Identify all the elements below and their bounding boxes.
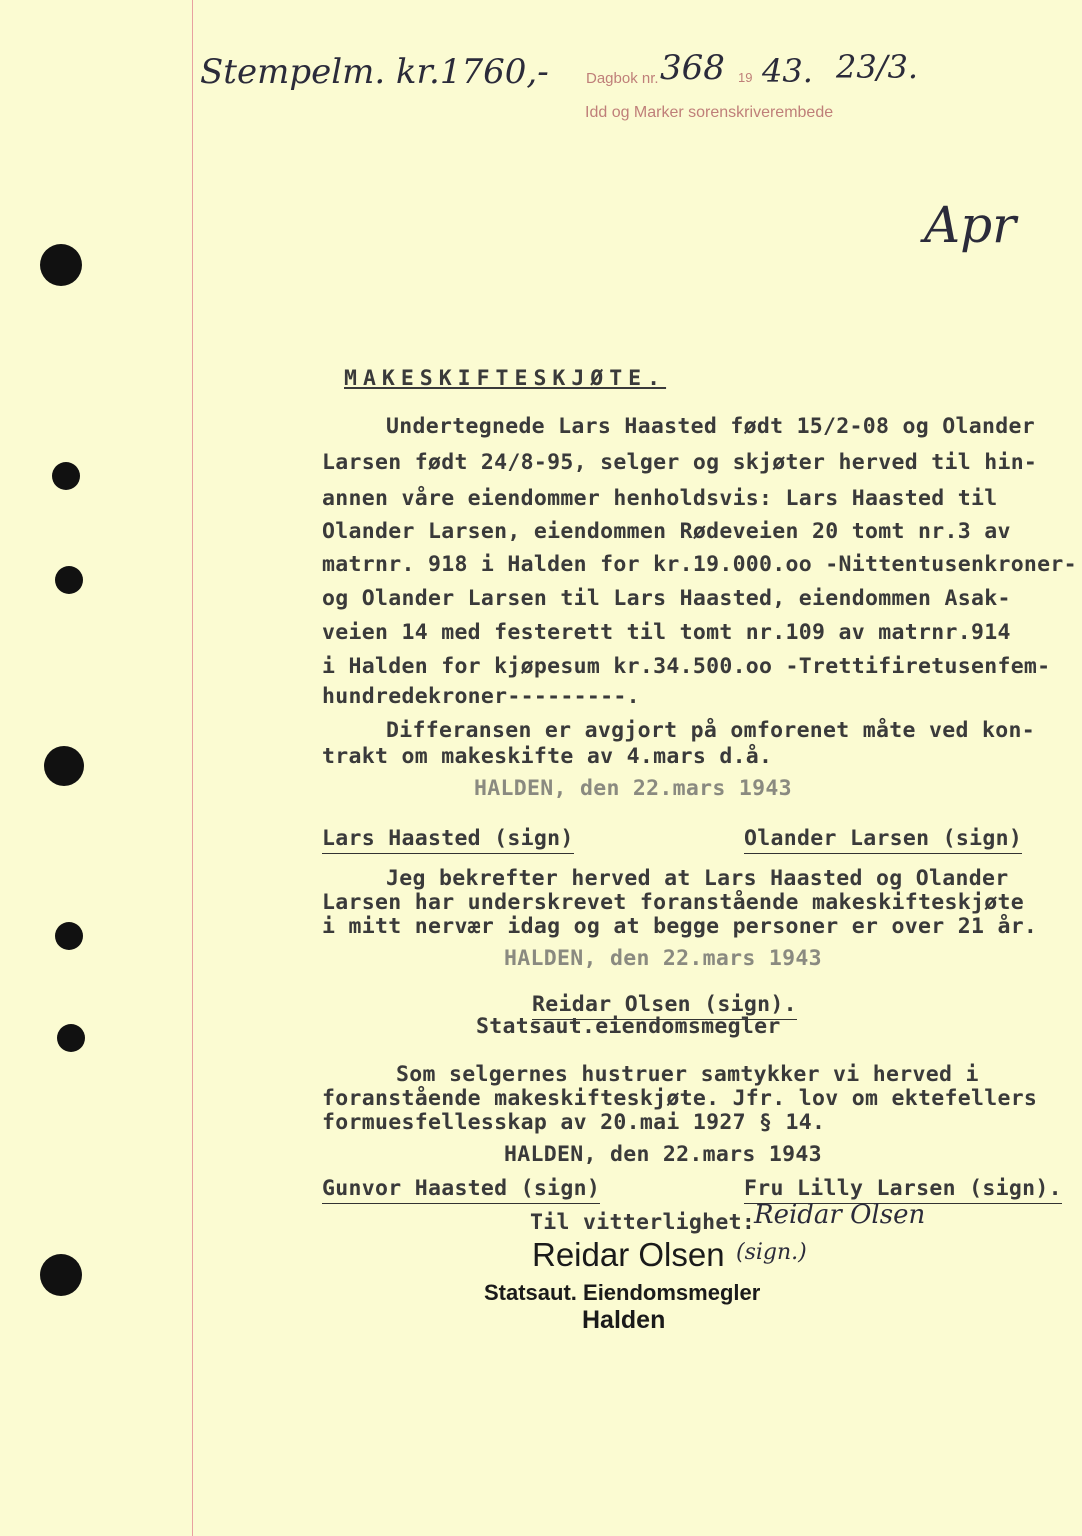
body-line: i Halden for kjøpesum kr.34.500.oo -Trettifiretusenfem- bbox=[322, 654, 1051, 679]
witness-label: Til vitterlighet: bbox=[530, 1210, 756, 1235]
date-line: HALDEN, den 22.mars 1943 bbox=[504, 1142, 822, 1167]
body-line: hundredekroner---------. bbox=[322, 684, 640, 709]
body-line: og Olander Larsen til Lars Haasted, eiendommen Asak- bbox=[322, 586, 1011, 611]
journal-number: 368 bbox=[660, 48, 725, 88]
signature-olander-text: Olander Larsen (sign) bbox=[744, 826, 1022, 854]
punch-hole bbox=[52, 462, 80, 490]
initials-mark: Apr bbox=[924, 196, 1017, 254]
broker-title: Statsaut.eiendomsmegler bbox=[476, 1014, 781, 1039]
punch-hole bbox=[40, 244, 82, 286]
journal-year: 43. bbox=[762, 52, 813, 90]
journal-date: 23/3. bbox=[836, 48, 919, 86]
confirm-line: Jeg bekrefter herved at Lars Haasted og Olander bbox=[386, 866, 1009, 891]
date-line: HALDEN, den 22.mars 1943 bbox=[504, 946, 822, 971]
confirm-line: i mitt nervær idag og at begge personer er over 21 år. bbox=[322, 914, 1038, 939]
signature-lilly-text: Fru Lilly Larsen (sign). bbox=[744, 1176, 1062, 1204]
body-line: veien 14 med festerett til tomt nr.109 av matrnr.914 bbox=[322, 620, 1011, 645]
confirm-line: Larsen har underskrevet foranstående makeskifteskjøte bbox=[322, 890, 1024, 915]
punch-hole bbox=[40, 1254, 82, 1296]
body-line: Undertegnede Lars Haasted født 15/2-08 og Olander bbox=[386, 414, 1035, 439]
signature-lars bbox=[322, 826, 574, 854]
stamp-broker-title: Statsaut. Eiendomsmegler bbox=[484, 1280, 761, 1305]
punch-hole bbox=[44, 746, 84, 786]
consent-line: Som selgernes hustruer samtykker vi herved i bbox=[396, 1062, 979, 1087]
broker-signature-text: Reidar Olsen (sign). bbox=[532, 992, 797, 1020]
consent-line: foranstående makeskifteskjøte. Jfr. lov om ektefellers bbox=[322, 1086, 1038, 1111]
consent-line: formuesfellesskap av 20.mai 1927 § 14. bbox=[322, 1110, 826, 1135]
punch-hole bbox=[55, 922, 83, 950]
signature-gunvor bbox=[322, 1176, 600, 1204]
margin-rule bbox=[192, 0, 193, 1536]
document-title: MAKESKIFTESKJØTE. bbox=[344, 366, 667, 391]
body-line: Larsen født 24/8-95, selger og skjøter herved til hin- bbox=[322, 450, 1038, 475]
body-line: matrnr. 918 i Halden for kr.19.000.oo -Nittentusenkroner- bbox=[322, 552, 1077, 577]
difference-line: Differansen er avgjort på omforenet måte ved kon- bbox=[386, 718, 1035, 743]
stamp-broker-name: Reidar Olsen bbox=[532, 1236, 725, 1273]
journal-label: Dagbok nr. bbox=[586, 70, 659, 87]
office-stamp: Idd og Marker sorenskriverembede bbox=[585, 104, 834, 121]
signature-lars-text: Lars Haasted (sign) bbox=[322, 826, 574, 854]
body-line: annen våre eiendommer henholdsvis: Lars Haasted til bbox=[322, 486, 998, 511]
stamp-sign-note: (sign.) bbox=[736, 1240, 807, 1265]
punch-hole bbox=[57, 1024, 85, 1052]
date-line: HALDEN, den 22.mars 1943 bbox=[474, 776, 792, 801]
stamp-duty-note: Stempelm. kr.1760,- bbox=[200, 52, 549, 92]
signature-gunvor-text: Gunvor Haasted (sign) bbox=[322, 1176, 600, 1204]
journal-year-prefix: 19 bbox=[738, 70, 753, 85]
punch-hole bbox=[55, 566, 83, 594]
stamp-broker-city: Halden bbox=[582, 1306, 666, 1334]
body-line: Olander Larsen, eiendommen Rødeveien 20 tomt nr.3 av bbox=[322, 519, 1011, 544]
witness-signature: Reidar Olsen bbox=[754, 1200, 926, 1230]
signature-olander bbox=[744, 826, 1022, 854]
difference-line: trakt om makeskifte av 4.mars d.å. bbox=[322, 744, 773, 769]
